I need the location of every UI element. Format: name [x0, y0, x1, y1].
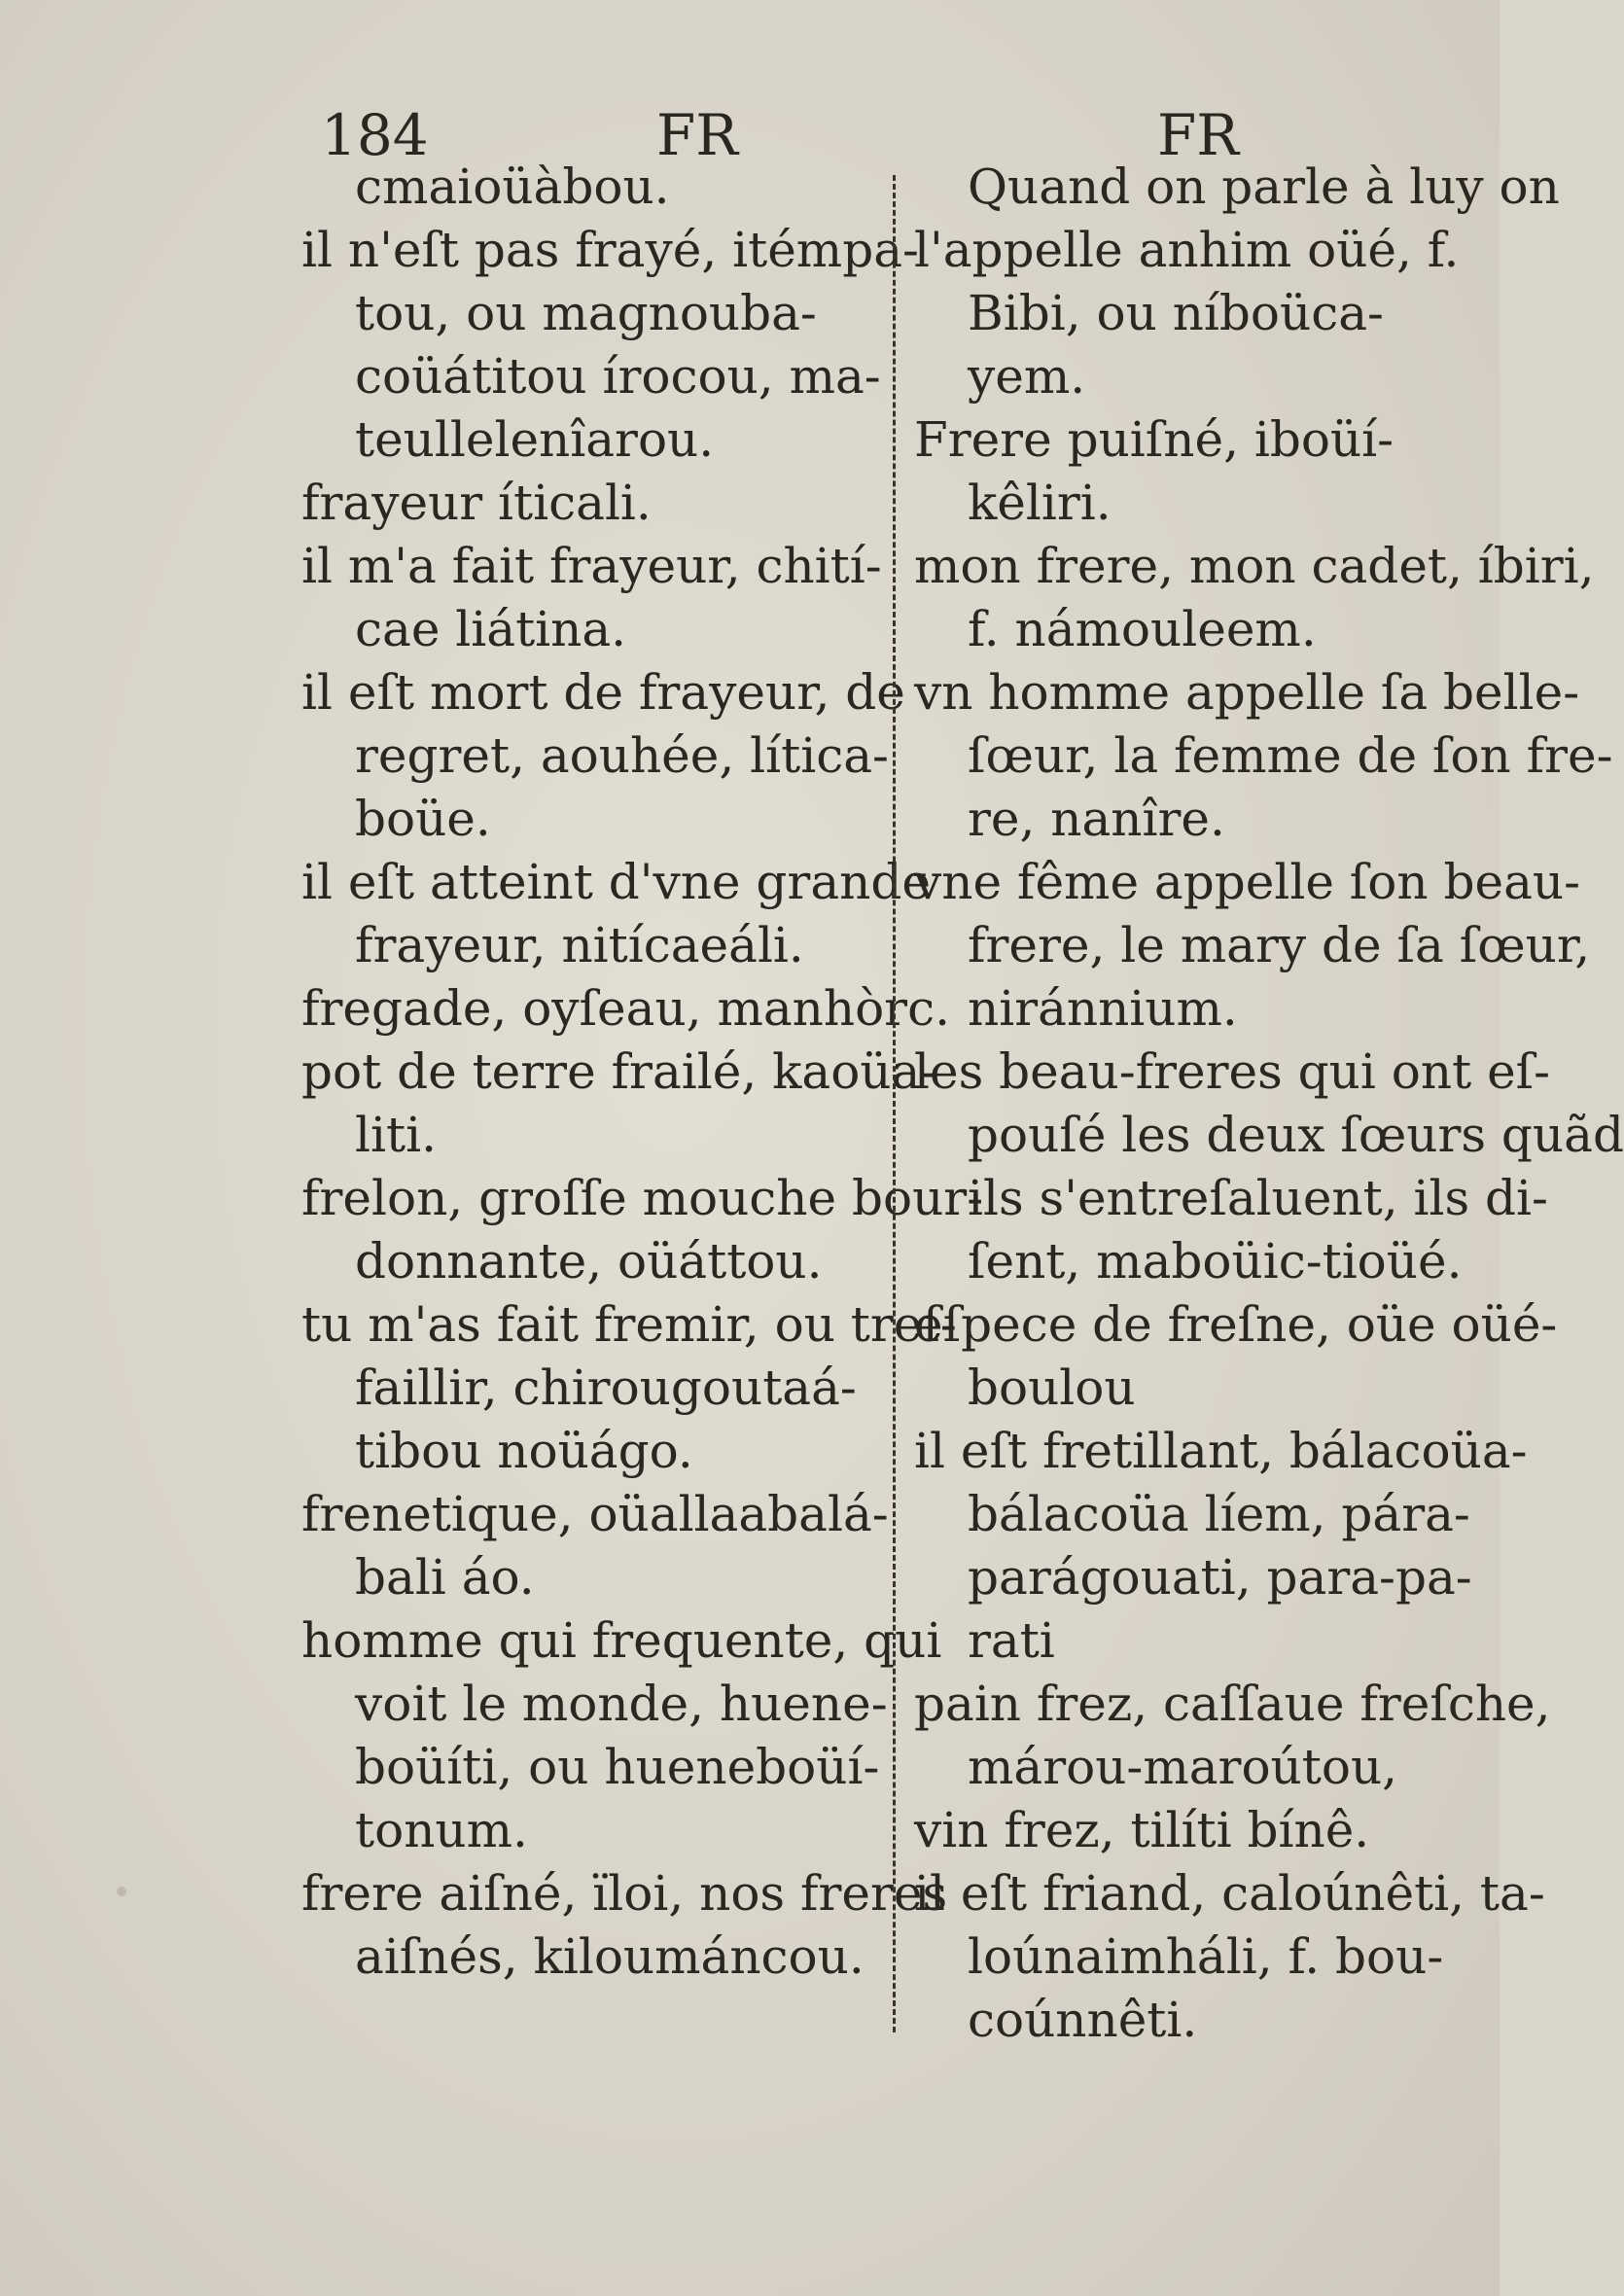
left-column-line: tou, ou magnouba-	[355, 285, 817, 341]
left-column-line: il m'a fait frayeur, chití-	[301, 538, 882, 594]
right-column-line: eſpece de freſne, oüe oüé-	[914, 1296, 1558, 1353]
left-column-line: bali áo.	[355, 1549, 535, 1606]
right-column-line: Bibi, ou níboüca-	[968, 285, 1384, 341]
left-column-line: tibou noüágo.	[355, 1423, 693, 1479]
left-column	[301, 156, 984, 1989]
right-column-line: pain frez, caſſaue freſche,	[914, 1676, 1551, 1732]
left-column-line: voit le monde, huene-	[355, 1676, 888, 1732]
left-column-line: liti.	[355, 1107, 437, 1163]
ink-spot	[117, 1887, 126, 1896]
right-column-line: vin frez, tilíti bínê.	[914, 1802, 1370, 1858]
right-column-line: márou-maroútou,	[968, 1739, 1398, 1795]
right-column-line: parágouati, para-pa-	[968, 1549, 1472, 1606]
left-column-line: tonum.	[355, 1802, 528, 1858]
right-column-line: Quand on parle à luy on	[968, 159, 1560, 215]
right-column-line: yem.	[968, 348, 1086, 405]
left-column-line: tu m'as fait fremir, ou treſ-	[301, 1296, 957, 1353]
right-column-line: re, nanîre.	[968, 791, 1225, 847]
left-column-line: frayeur, nitícaeáli.	[355, 917, 804, 973]
right-column-line: niránnium.	[968, 980, 1238, 1037]
right-column-line: ſent, maboüic-tioüé.	[968, 1233, 1463, 1289]
right-column-line: il eſt fretillant, bálacoüa-	[914, 1423, 1528, 1479]
right-column	[914, 156, 1624, 2052]
left-column-line: coüátitou írocou, ma-	[355, 348, 881, 405]
left-column-line: il eſt atteint d'vne grande	[301, 854, 931, 910]
left-column-line: aiſnés, kiloumáncou.	[355, 1928, 865, 1985]
left-column-line: homme qui frequente, qui	[301, 1612, 942, 1669]
right-column-line: il eſt friand, caloúnêti, ta-	[914, 1865, 1545, 1922]
right-column-line: l'appelle anhim oüé, f.	[914, 222, 1460, 278]
left-column-line: regret, aouhée, lítica-	[355, 727, 889, 784]
left-column-line: fregade, oyſeau, manhòrc.	[301, 980, 950, 1037]
page-number: 184	[321, 102, 429, 168]
right-column-line: boulou	[968, 1360, 1136, 1416]
right-column-line: vne fême appelle ſon beau-	[914, 854, 1581, 910]
right-column-line: loúnaimháli, f. bou-	[968, 1928, 1444, 1985]
left-column-line: frenetique, oüallaabalá-	[301, 1486, 889, 1542]
right-column-line: frere, le mary de ſa ſœur,	[968, 917, 1591, 973]
right-column-line: kêliri.	[968, 475, 1112, 531]
left-column-line: frere aiſné, ïloi, nos freres	[301, 1865, 948, 1922]
left-column-line: pot de terre frailé, kaoüa-	[301, 1043, 937, 1100]
right-column-line: f. námouleem.	[968, 601, 1317, 657]
left-column-line: il eſt mort de frayeur, de	[301, 664, 905, 721]
left-column-line: boüíti, ou hueneboüí-	[355, 1739, 880, 1795]
right-column-line: mon frere, mon cadet, íbiri,	[914, 538, 1595, 594]
left-column-line: teullelenîarou.	[355, 411, 715, 468]
left-column-line: il n'eſt pas frayé, itémpa-	[301, 222, 919, 278]
right-column-line: bálacoüa líem, pára-	[968, 1486, 1470, 1542]
right-column-line: les beau-freres qui ont eſ-	[914, 1043, 1551, 1100]
right-column-line: vn homme appelle ſa belle-	[914, 664, 1580, 721]
left-column-line: cmaioüàbou.	[355, 159, 670, 215]
left-column-line: donnante, oüáttou.	[355, 1233, 823, 1289]
column-divider	[893, 175, 896, 2032]
right-column-line: ſœur, la femme de ſon fre-	[968, 727, 1613, 784]
right-column-line: coúnnêti.	[968, 1992, 1198, 2048]
right-column-line: pouſé les deux ſœurs quãd	[968, 1107, 1624, 1163]
left-column-line: frayeur íticali.	[301, 475, 652, 531]
left-column-line: frelon, groſſe mouche bour-	[301, 1170, 984, 1226]
left-column-line: faillir, chirougoutaá-	[355, 1360, 857, 1416]
right-column-line: rati	[968, 1612, 1055, 1669]
right-column-line: ils s'entreſaluent, ils di-	[968, 1170, 1548, 1226]
left-column-line: boüe.	[355, 791, 491, 847]
running-head-right: FR	[1157, 102, 1239, 168]
left-column-line: cae liátina.	[355, 601, 627, 657]
right-column-line: Frere puiſné, iboüí-	[914, 411, 1395, 468]
running-head-left: FR	[656, 102, 738, 168]
